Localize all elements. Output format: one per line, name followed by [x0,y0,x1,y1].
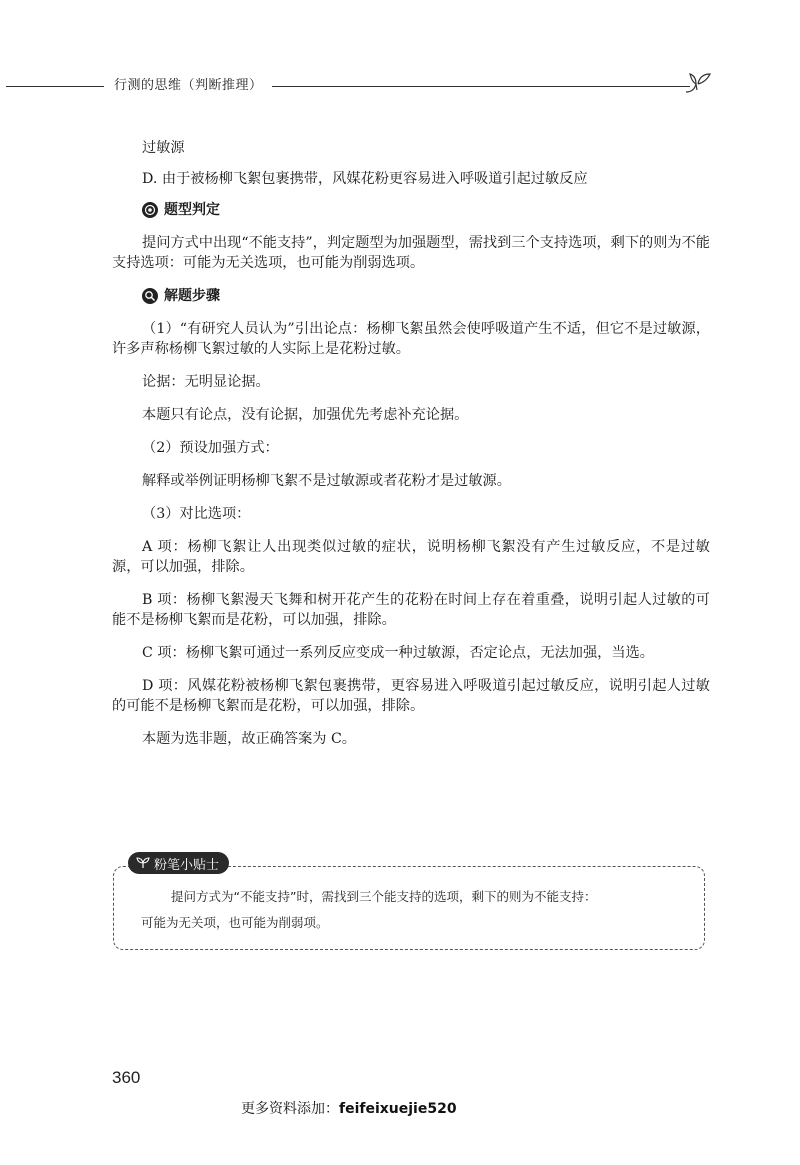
analysis-option-b: B 项：杨柳飞絮漫天飞舞和树开花产生的花粉在时间上存在着重叠，说明引起人过敏的可能不是杨柳飞絮而是花粉，可以加强，排除。 [112,592,710,628]
continued-text: 过敏源 [142,140,185,156]
header-rule-left [6,86,104,87]
step-3: （3）对比选项： [142,506,251,522]
page-content [112,138,710,749]
section-title-question-type [112,200,710,220]
sprout-icon [136,857,150,869]
running-header [0,70,720,94]
section-title-text: 题型判定 [164,202,220,218]
tip-line-1: 提问方式为“不能支持”时，需找到三个能支持的选项，剩下的则为不能支持： [171,889,597,904]
page-number: 360 [112,1068,141,1087]
argument-line: 论据：无明显论据。 [142,374,270,390]
footer-prefix: 更多资料添加： [241,1101,339,1117]
tip-label-text: 粉笔小贴士 [154,857,220,873]
step-1: （1）“有研究人员认为”引出论点：杨柳飞絮虽然会使呼吸道产生不适，但它不是过敏源，许多声称杨柳飞絮过敏的人实际上是花粉过敏。 [112,321,710,357]
analysis-option-a: A 项：杨柳飞絮让人出现类似过敏的症状，说明杨柳飞絮没有产生过敏反应，不是过敏源，可以加强，排除。 [112,539,710,575]
step-2-detail: 解释或举例证明杨柳飞絮不是过敏源或者花粉才是过敏源。 [142,473,511,489]
footer-note [241,1098,457,1118]
section-title-text: 解题步骤 [164,288,220,304]
option-d: D. 由于被杨柳飞絮包裹携带，风媒花粉更容易进入呼吸道引起过敏反应 [142,171,588,187]
tip-line-2: 可能为无关项，也可能为削弱项。 [141,915,329,930]
magnifier-icon [142,288,158,304]
sprout-icon [684,70,714,94]
answer-line: 本题为选非题，故正确答案为 C。 [142,731,356,747]
step-2: （2）预设加强方式： [142,440,279,456]
footer-contact-id: feifeixuejie520 [339,1101,457,1117]
note-line: 本题只有论点，没有论据，加强优先考虑补充论据。 [142,407,469,423]
header-rule-right [272,86,690,87]
header-title: 行测的思维（判断推理） [114,78,263,93]
tip-text [141,884,693,936]
tip-label [128,852,229,874]
analysis-option-c: C 项：杨柳飞絮可通过一系列反应变成一种过敏源，否定论点，无法加强，当选。 [142,645,654,661]
target-icon [142,202,158,218]
section-title-solution-steps [112,286,710,306]
analysis-option-d: D 项：风媒花粉被杨柳飞絮包裹携带，更容易进入呼吸道引起过敏反应，说明引起人过敏的可能不是杨柳飞絮而是花粉，可以加强，排除。 [112,678,710,714]
question-type-paragraph: 提问方式中出现“不能支持”，判定题型为加强题型，需找到三个支持选项，剩下的则为不能支持选项：可能为无关选项，也可能为削弱选项。 [112,235,710,271]
